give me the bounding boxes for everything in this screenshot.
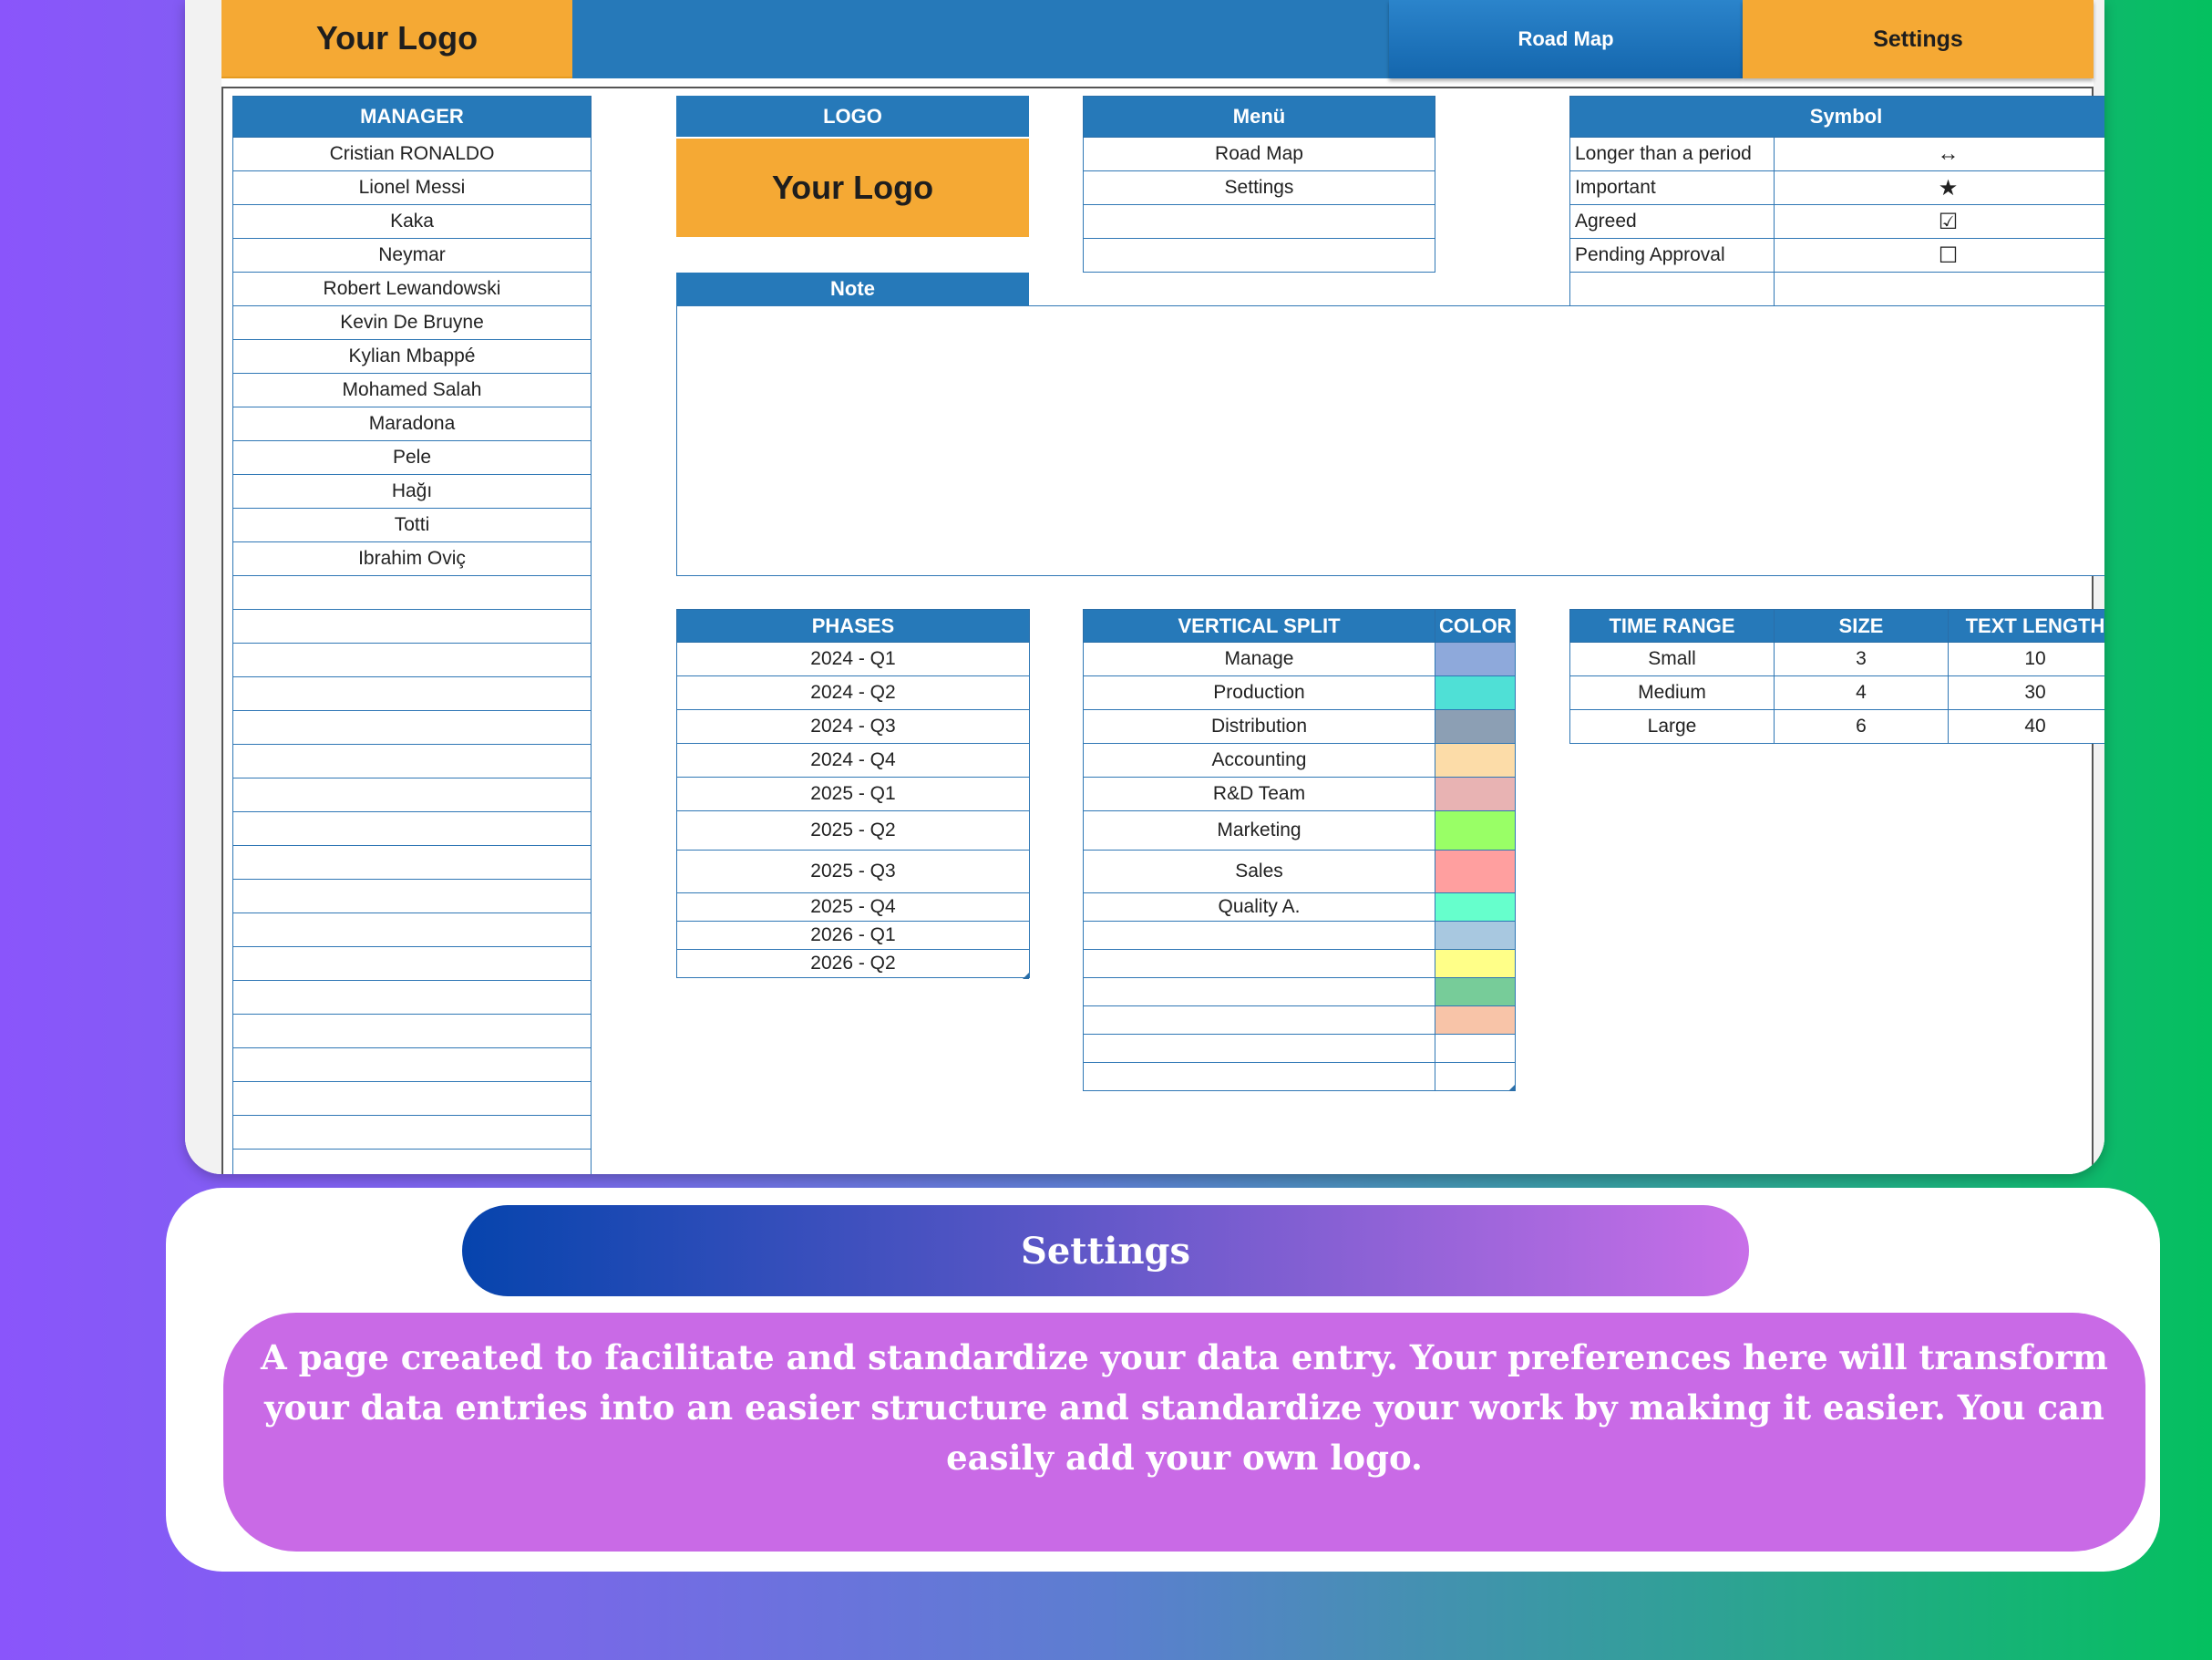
color-swatch[interactable] xyxy=(1435,1063,1516,1091)
manager-row xyxy=(233,138,592,171)
color-swatch[interactable] xyxy=(1435,744,1516,778)
manager-cell[interactable]: Ibrahim Oviç xyxy=(233,542,592,576)
manager-cell[interactable]: Neymar xyxy=(233,239,592,273)
manager-cell[interactable]: Kylian Mbappé xyxy=(233,340,592,374)
phase-cell[interactable]: 2025 - Q2 xyxy=(677,811,1030,851)
settings-sheet xyxy=(221,87,2104,1174)
phase-cell[interactable]: 2024 - Q4 xyxy=(677,744,1030,778)
phase-row xyxy=(677,893,1030,922)
manager-row xyxy=(233,812,592,846)
vertical-split-row xyxy=(1084,676,1516,710)
manager-row xyxy=(233,273,592,306)
vertical-split-row xyxy=(1084,1035,1516,1063)
manager-cell[interactable] xyxy=(233,745,592,778)
manager-table xyxy=(232,96,592,1174)
symbol-label[interactable]: Agreed xyxy=(1570,205,1775,239)
symbol-header: Symbol xyxy=(1570,97,2105,138)
vertical-split-table xyxy=(1083,609,1516,1091)
manager-row xyxy=(233,1082,592,1116)
manager-row xyxy=(233,239,592,273)
manager-cell[interactable]: Kevin De Bruyne xyxy=(233,306,592,340)
vertical-split-row xyxy=(1084,1063,1516,1091)
text-length-cell[interactable]: 30 xyxy=(1949,676,2105,710)
caption-description: A page created to facilitate and standardize your data entry. Your preferences here will transform your data entries into an easier structure and standardize your work by making it easier. You can easily add your own logo. xyxy=(223,1313,2145,1552)
manager-row xyxy=(233,542,592,576)
manager-row xyxy=(233,711,592,745)
manager-row xyxy=(233,340,592,374)
manager-row xyxy=(233,880,592,913)
phase-row xyxy=(677,778,1030,811)
manager-row xyxy=(233,1048,592,1082)
color-swatch[interactable] xyxy=(1435,1006,1516,1035)
manager-cell[interactable] xyxy=(233,981,592,1015)
vertical-split-row xyxy=(1084,851,1516,893)
menu-table xyxy=(1083,96,1435,273)
manager-row xyxy=(233,1150,592,1175)
text-length-cell[interactable]: 40 xyxy=(1949,710,2105,744)
logo-placeholder[interactable]: Your Logo xyxy=(676,139,1029,237)
manager-header: MANAGER xyxy=(233,97,592,138)
text-length-cell[interactable]: 10 xyxy=(1949,643,2105,676)
vertical-split-resize-handle[interactable] xyxy=(1508,1085,1515,1091)
road-map-button[interactable]: Road Map xyxy=(1389,0,1743,78)
time-range-header: TIME RANGE xyxy=(1570,610,1775,643)
symbol-glyph[interactable]: ↔ xyxy=(1775,138,2105,171)
manager-row xyxy=(233,610,592,644)
menu-row xyxy=(1084,239,1435,273)
manager-cell[interactable] xyxy=(233,644,592,677)
manager-row xyxy=(233,913,592,947)
manager-cell[interactable] xyxy=(233,1150,592,1175)
time-range-cell[interactable]: Large xyxy=(1570,710,1775,744)
vertical-split-row xyxy=(1084,778,1516,811)
color-swatch[interactable] xyxy=(1435,710,1516,744)
manager-cell[interactable]: Mohamed Salah xyxy=(233,374,592,407)
vertical-split-label[interactable]: Sales xyxy=(1084,851,1435,893)
color-swatch[interactable] xyxy=(1435,643,1516,676)
size-cell[interactable]: 3 xyxy=(1775,643,1949,676)
symbol-label[interactable]: Pending Approval xyxy=(1570,239,1775,273)
logo-header: LOGO xyxy=(676,96,1029,137)
manager-cell[interactable]: Totti xyxy=(233,509,592,542)
phases-header: PHASES xyxy=(677,610,1030,643)
vertical-split-row xyxy=(1084,744,1516,778)
left-margin xyxy=(185,0,221,1174)
vertical-split-row xyxy=(1084,922,1516,950)
phase-row xyxy=(677,922,1030,950)
menu-row xyxy=(1084,171,1435,205)
note-header: Note xyxy=(676,273,1029,305)
symbol-glyph[interactable] xyxy=(1775,273,2105,306)
vertical-split-row xyxy=(1084,978,1516,1006)
note-text-area[interactable] xyxy=(676,305,2104,576)
phase-cell[interactable]: 2024 - Q3 xyxy=(677,710,1030,744)
manager-row xyxy=(233,441,592,475)
vertical-split-label[interactable] xyxy=(1084,1006,1435,1035)
vertical-split-row xyxy=(1084,643,1516,676)
manager-cell[interactable] xyxy=(233,1015,592,1048)
phase-row xyxy=(677,811,1030,851)
menu-row xyxy=(1084,205,1435,239)
menu-item[interactable] xyxy=(1084,205,1435,239)
manager-row xyxy=(233,475,592,509)
spreadsheet-screenshot xyxy=(185,0,2104,1174)
manager-cell[interactable] xyxy=(233,913,592,947)
color-swatch[interactable] xyxy=(1435,676,1516,710)
manager-row xyxy=(233,306,592,340)
manager-row xyxy=(233,576,592,610)
vertical-split-row xyxy=(1084,950,1516,978)
manager-row xyxy=(233,677,592,711)
phase-cell[interactable]: 2025 - Q3 xyxy=(677,851,1030,893)
manager-cell[interactable]: Pele xyxy=(233,441,592,475)
vertical-split-row xyxy=(1084,1006,1516,1035)
size-cell[interactable]: 6 xyxy=(1775,710,1949,744)
menu-item[interactable] xyxy=(1084,239,1435,273)
vertical-split-row xyxy=(1084,893,1516,922)
vertical-split-label[interactable] xyxy=(1084,950,1435,978)
menu-row xyxy=(1084,138,1435,171)
symbol-row xyxy=(1570,171,2105,205)
manager-row xyxy=(233,947,592,981)
manager-cell[interactable] xyxy=(233,711,592,745)
symbol-label[interactable]: Longer than a period xyxy=(1570,138,1775,171)
size-cell[interactable]: 4 xyxy=(1775,676,1949,710)
manager-cell[interactable] xyxy=(233,1116,592,1150)
symbol-table xyxy=(1569,96,2104,306)
menu-item[interactable]: Settings xyxy=(1084,171,1435,205)
vertical-split-label[interactable]: Quality A. xyxy=(1084,893,1435,922)
manager-row xyxy=(233,407,592,441)
time-range-cell[interactable]: Medium xyxy=(1570,676,1775,710)
manager-row xyxy=(233,1015,592,1048)
vertical-split-row xyxy=(1084,811,1516,851)
manager-cell[interactable]: Hağı xyxy=(233,475,592,509)
caption-panel xyxy=(166,1188,2160,1572)
vertical-split-label[interactable] xyxy=(1084,1035,1435,1063)
phase-row xyxy=(677,950,1030,978)
symbol-glyph[interactable]: ★ xyxy=(1775,171,2105,205)
time-range-row xyxy=(1570,710,2105,744)
color-swatch[interactable] xyxy=(1435,811,1516,851)
manager-cell[interactable] xyxy=(233,947,592,981)
top-logo: Your Logo xyxy=(221,0,572,78)
phase-cell[interactable]: 2026 - Q1 xyxy=(677,922,1030,950)
manager-cell[interactable]: Cristian RONALDO xyxy=(233,138,592,171)
manager-cell[interactable] xyxy=(233,846,592,880)
manager-cell[interactable] xyxy=(233,677,592,711)
manager-cell[interactable] xyxy=(233,1082,592,1116)
manager-row xyxy=(233,1116,592,1150)
menu-item[interactable]: Road Map xyxy=(1084,138,1435,171)
vertical-split-label[interactable]: Marketing xyxy=(1084,811,1435,851)
color-swatch[interactable] xyxy=(1435,893,1516,922)
time-range-row xyxy=(1570,676,2105,710)
manager-row xyxy=(233,778,592,812)
manager-cell[interactable] xyxy=(233,576,592,610)
manager-cell[interactable]: Lionel Messi xyxy=(233,171,592,205)
symbol-row xyxy=(1570,138,2105,171)
manager-row xyxy=(233,644,592,677)
symbol-label[interactable]: Important xyxy=(1570,171,1775,205)
manager-row xyxy=(233,205,592,239)
symbol-glyph[interactable]: ☐ xyxy=(1775,239,2105,273)
manager-cell[interactable]: Kaka xyxy=(233,205,592,239)
vertical-split-label[interactable] xyxy=(1084,978,1435,1006)
manager-row xyxy=(233,981,592,1015)
phase-row xyxy=(677,744,1030,778)
manager-row xyxy=(233,509,592,542)
manager-cell[interactable] xyxy=(233,1048,592,1082)
vertical-split-label[interactable]: Production xyxy=(1084,676,1435,710)
phases-resize-handle[interactable] xyxy=(1023,973,1029,979)
manager-cell[interactable] xyxy=(233,812,592,846)
vertical-split-label[interactable]: Manage xyxy=(1084,643,1435,676)
manager-cell[interactable] xyxy=(233,880,592,913)
phase-cell[interactable]: 2024 - Q2 xyxy=(677,676,1030,710)
phase-cell[interactable]: 2026 - Q2 xyxy=(677,950,1030,978)
manager-row xyxy=(233,171,592,205)
symbol-glyph[interactable]: ☑ xyxy=(1775,205,2105,239)
phases-table xyxy=(676,609,1030,978)
manager-cell[interactable] xyxy=(233,610,592,644)
time-range-cell[interactable]: Small xyxy=(1570,643,1775,676)
caption-title: Settings xyxy=(462,1205,1749,1296)
phase-row xyxy=(677,851,1030,893)
vertical-split-label[interactable]: Distribution xyxy=(1084,710,1435,744)
vertical-split-label[interactable]: Accounting xyxy=(1084,744,1435,778)
color-swatch[interactable] xyxy=(1435,950,1516,978)
manager-row xyxy=(233,846,592,880)
phase-row xyxy=(677,710,1030,744)
manager-cell[interactable] xyxy=(233,778,592,812)
phase-row xyxy=(677,643,1030,676)
color-swatch[interactable] xyxy=(1435,922,1516,950)
color-swatch[interactable] xyxy=(1435,778,1516,811)
symbol-row xyxy=(1570,273,2105,306)
manager-cell[interactable]: Maradona xyxy=(233,407,592,441)
color-swatch[interactable] xyxy=(1435,978,1516,1006)
symbol-row xyxy=(1570,239,2105,273)
phase-cell[interactable]: 2025 - Q4 xyxy=(677,893,1030,922)
menu-header: Menü xyxy=(1084,97,1435,138)
vertical-split-label[interactable] xyxy=(1084,922,1435,950)
manager-row xyxy=(233,374,592,407)
color-swatch[interactable] xyxy=(1435,851,1516,893)
vertical-split-header: VERTICAL SPLIT xyxy=(1084,610,1435,643)
vertical-split-label[interactable]: R&D Team xyxy=(1084,778,1435,811)
symbol-row xyxy=(1570,205,2105,239)
manager-cell[interactable]: Robert Lewandowski xyxy=(233,273,592,306)
phase-row xyxy=(677,676,1030,710)
color-swatch[interactable] xyxy=(1435,1035,1516,1063)
settings-button[interactable]: Settings xyxy=(1743,0,2094,78)
vertical-split-row xyxy=(1084,710,1516,744)
vertical-split-label[interactable] xyxy=(1084,1063,1435,1091)
size-header: SIZE xyxy=(1775,610,1949,643)
phase-cell[interactable]: 2024 - Q1 xyxy=(677,643,1030,676)
symbol-label[interactable] xyxy=(1570,273,1775,306)
time-range-table xyxy=(1569,609,2104,744)
manager-row xyxy=(233,745,592,778)
text-length-header: TEXT LENGTH xyxy=(1949,610,2105,643)
time-range-row xyxy=(1570,643,2105,676)
phase-cell[interactable]: 2025 - Q1 xyxy=(677,778,1030,811)
color-header: COLOR xyxy=(1435,610,1516,643)
